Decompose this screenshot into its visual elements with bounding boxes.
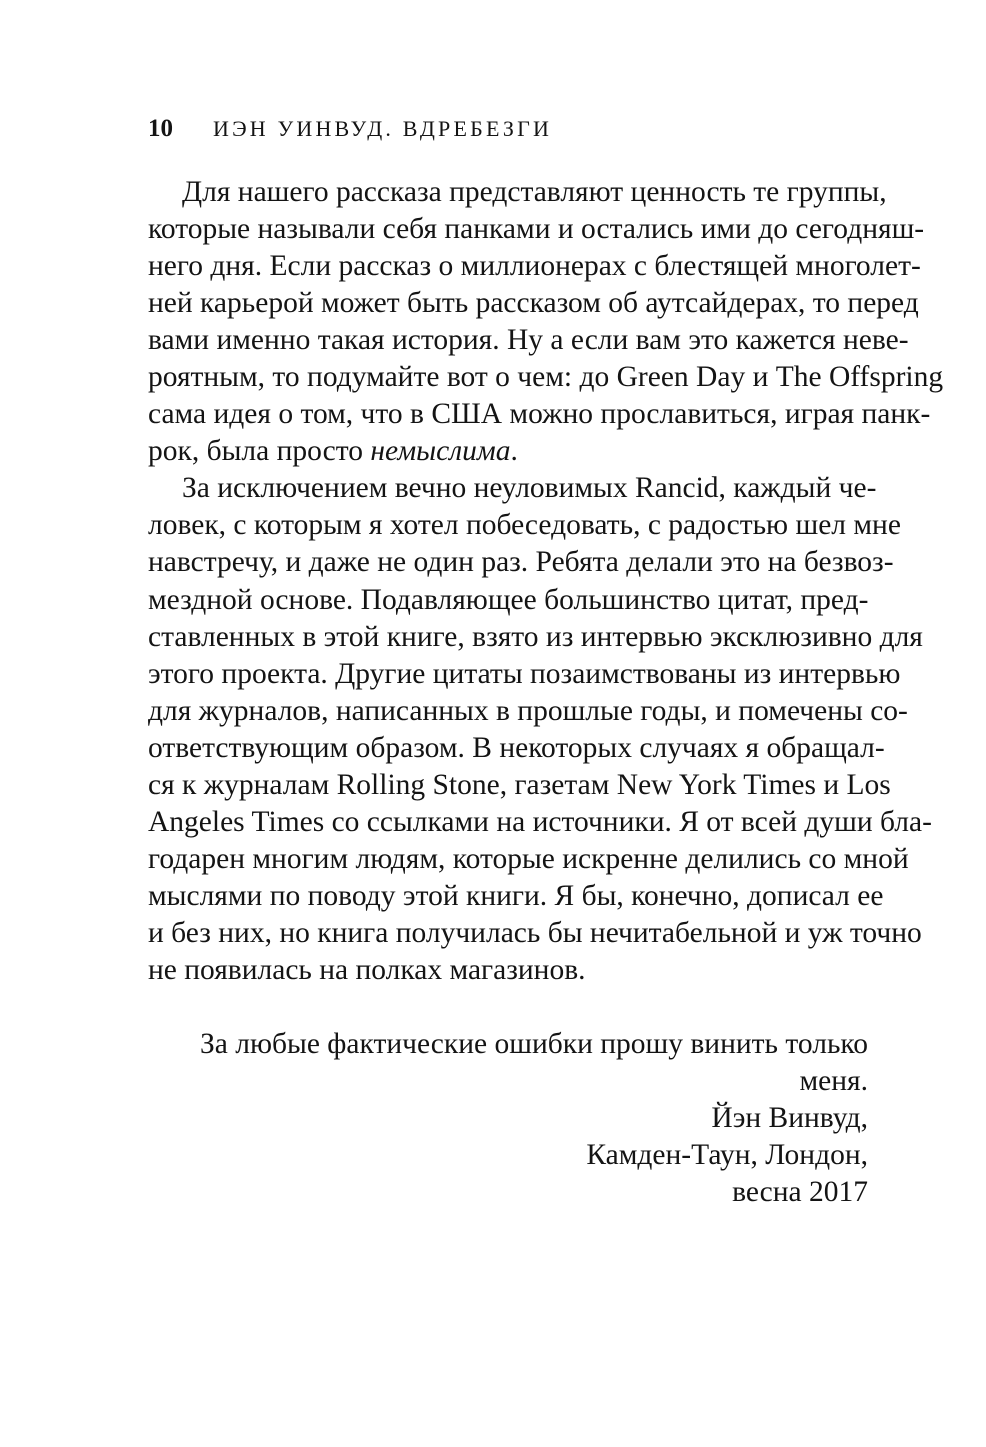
paragraph [148,470,932,989]
text-line: которые называли себя панками и остались ими до сегодняш- [148,213,925,246]
signature-name: Йэн Винвуд, [711,1102,868,1135]
running-title: ИЭН УИНВУД. ВДРЕБЕЗГИ [213,116,553,141]
text-line: для журналов, написанных в прошлые годы, и помечены со- [148,694,908,727]
emphasis-text: немыслима [370,435,511,468]
text-line: За исключением вечно неуловимых Rancid, каждый че- [182,472,877,505]
closing-note: За любые фактические ошибки прошу винить только [200,1028,868,1061]
text-line: мыслями по поводу этой книги. Я бы, конечно, дописал ее [148,879,884,912]
paragraph [148,174,944,470]
body-text [148,174,944,1211]
text-line: мездной основе. Подавляющее большинство цитат, пред- [148,583,869,616]
text-line: ловек, с которым я хотел побеседовать, с радостью шел мне [148,509,901,542]
text-line: ся к журналам Rolling Stone, газетам New York Times и Los [148,768,891,801]
text-line: ответствующим образом. В некоторых случаях я обращал- [148,731,885,764]
text-line: ней карьерой может быть рассказом об аутсайдерах, то перед [148,287,919,320]
blank-line [148,989,868,1026]
text-line: роятным, то подумайте вот о чем: до Green Day и The Offspring [148,361,944,394]
text-line: этого проекта. Другие цитаты позаимствованы из интервью [148,657,901,690]
text-line: Angeles Times со ссылками на источники. Я от всей души бла- [148,805,932,838]
text-line: годарен многим людям, которые искренне делились со мной [148,842,909,875]
text-fragment: . [510,435,518,468]
text-fragment: рок, была просто [148,435,371,468]
text-line [148,433,868,470]
closing-note: меня. [799,1065,868,1098]
text-line: вами именно такая история. Ну а если вам это кажется неве- [148,324,909,357]
text-line: не появилась на полках магазинов. [148,953,586,986]
page-number: 10 [148,115,173,142]
text-line: ставленных в этой книге, взято из интервью эксклюзивно для [148,620,923,653]
signature-date: весна 2017 [732,1176,868,1209]
running-head [148,112,868,146]
text-line: и без них, но книга получилась бы нечитабельной и уж точно [148,916,922,949]
text-line: сама идея о том, что в США можно прославиться, играя панк- [148,398,931,431]
signature-place: Камден-Таун, Лондон, [586,1139,868,1172]
text-line: него дня. Если рассказ о миллионерах с блестящей многолет- [148,250,921,283]
text-line: навстречу, и даже не один раз. Ребята делали это на безвоз- [148,546,894,579]
closing-block [148,1026,868,1211]
text-line: Для нашего рассказа представляют ценность те группы, [182,176,887,208]
